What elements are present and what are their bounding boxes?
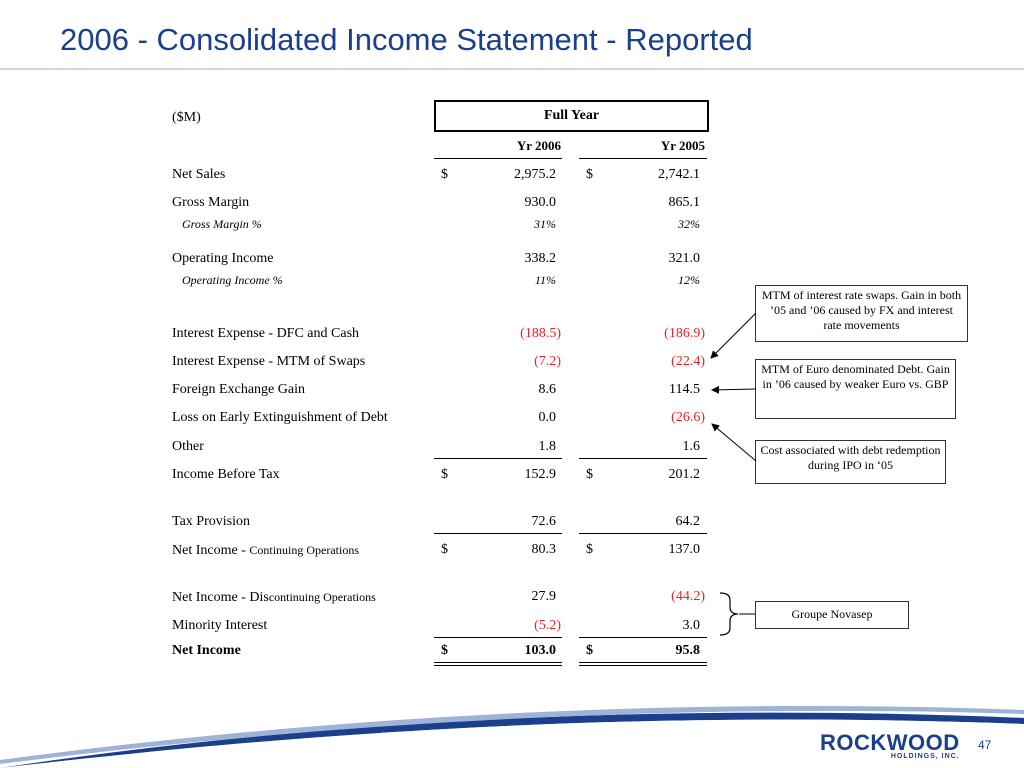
row-label-income-before-tax: Income Before Tax [172, 467, 280, 482]
row-label-operating-income-pct: Operating Income % [182, 273, 283, 287]
income-before-tax-2006: 152.9 [524, 467, 556, 482]
brace-icon [720, 593, 738, 635]
interest-mtm-2005: (22.4) [671, 354, 705, 369]
tax-provision-2005: 64.2 [675, 514, 700, 529]
currency-sign: $ [586, 643, 593, 658]
row-label-interest-dfc: Interest Expense - DFC and Cash [172, 326, 360, 341]
label-small: Continuing Operations [249, 543, 360, 557]
operating-income-2006: 338.2 [524, 251, 556, 266]
gross-margin-pct-2005: 32% [678, 217, 700, 231]
minority-interest-2006: (5.2) [534, 618, 561, 633]
row-label-loss-early-extinguishment: Loss on Early Extinguishment of Debt [172, 410, 388, 425]
income-before-tax-2005: 201.2 [668, 467, 700, 482]
label-small: continuing Operations [268, 590, 376, 604]
fx-gain-2006: 8.6 [538, 382, 556, 397]
net-income-disc-2006: 27.9 [531, 589, 556, 604]
currency-sign: $ [586, 167, 593, 182]
row-label-interest-mtm: Interest Expense - MTM of Swaps [172, 354, 366, 369]
row-label-other: Other [172, 439, 204, 454]
net-income-disc-2005: (44.2) [671, 589, 705, 604]
col-header-2005: Yr 2005 [660, 138, 705, 153]
row-label-minority-interest: Minority Interest [172, 618, 268, 633]
operating-income-pct-2005: 12% [678, 273, 700, 287]
full-year-header: Full Year [434, 100, 709, 132]
label-main: Net Income - [172, 543, 250, 558]
currency-sign: $ [441, 542, 448, 557]
col-header-2006: Yr 2006 [516, 138, 561, 153]
net-sales-2005: 2,742.1 [658, 167, 700, 182]
gross-margin-2006: 930.0 [524, 195, 556, 210]
unit-label: ($M) [172, 110, 201, 125]
loss-early-ext-2005: (26.6) [671, 410, 705, 425]
currency-sign: $ [586, 467, 593, 482]
minority-interest-2005: 3.0 [682, 618, 700, 633]
note-groupe-novasep: Groupe Novasep [755, 601, 909, 629]
net-income-cont-2005: 137.0 [668, 542, 700, 557]
row-label-net-sales: Net Sales [172, 167, 226, 182]
currency-sign: $ [441, 467, 448, 482]
loss-early-ext-2006: 0.0 [538, 410, 556, 425]
logo-subtitle: HOLDINGS, INC. [890, 753, 960, 760]
arrow-to-loss-early-ext [712, 424, 756, 461]
row-label-tax-provision: Tax Provision [172, 514, 250, 529]
tax-provision-2006: 72.6 [531, 514, 556, 529]
net-income-2005: 95.8 [675, 643, 700, 658]
gross-margin-pct-2006: 31% [534, 217, 556, 231]
currency-sign: $ [441, 643, 448, 658]
net-sales-2006: 2,975.2 [514, 167, 556, 182]
page-number: 47 [978, 738, 992, 752]
arrow-to-mtm-swaps [711, 313, 756, 358]
currency-sign: $ [441, 167, 448, 182]
operating-income-pct-2006: 11% [534, 273, 556, 287]
net-income-2006: 103.0 [524, 643, 556, 658]
note-cost-debt: Cost associated with debt redemption during IPO in ‘05 [755, 440, 946, 484]
arrow-to-fx-gain [712, 389, 756, 390]
row-label-gross-margin: Gross Margin [172, 195, 250, 210]
logo-wordmark: ROCKWOOD [820, 730, 960, 755]
page-title: 2006 - Consolidated Income Statement - Reported [60, 22, 753, 57]
row-label-operating-income: Operating Income [172, 251, 274, 266]
interest-dfc-2005: (186.9) [664, 326, 705, 341]
gross-margin-2005: 865.1 [668, 195, 700, 210]
interest-dfc-2006: (188.5) [520, 326, 561, 341]
currency-sign: $ [586, 542, 593, 557]
interest-mtm-2006: (7.2) [534, 354, 561, 369]
other-2005: 1.6 [682, 439, 700, 454]
note-mtm-euro: MTM of Euro denominated Debt. Gain in ’06 caused by weaker Euro vs. GBP [755, 359, 956, 419]
note-mtm-swaps: MTM of interest rate swaps. Gain in both ’05 and ’06 caused by FX and interest rate movements [755, 285, 968, 342]
company-logo [820, 730, 960, 760]
label-main: Net Income - Dis [172, 590, 269, 605]
operating-income-2005: 321.0 [668, 251, 700, 266]
row-label-net-income: Net Income [172, 643, 241, 658]
fx-gain-2005: 114.5 [669, 382, 700, 397]
net-income-cont-2006: 80.3 [531, 542, 556, 557]
row-label-fx-gain: Foreign Exchange Gain [172, 382, 305, 397]
other-2006: 1.8 [538, 439, 556, 454]
row-label-gross-margin-pct: Gross Margin % [182, 217, 262, 231]
